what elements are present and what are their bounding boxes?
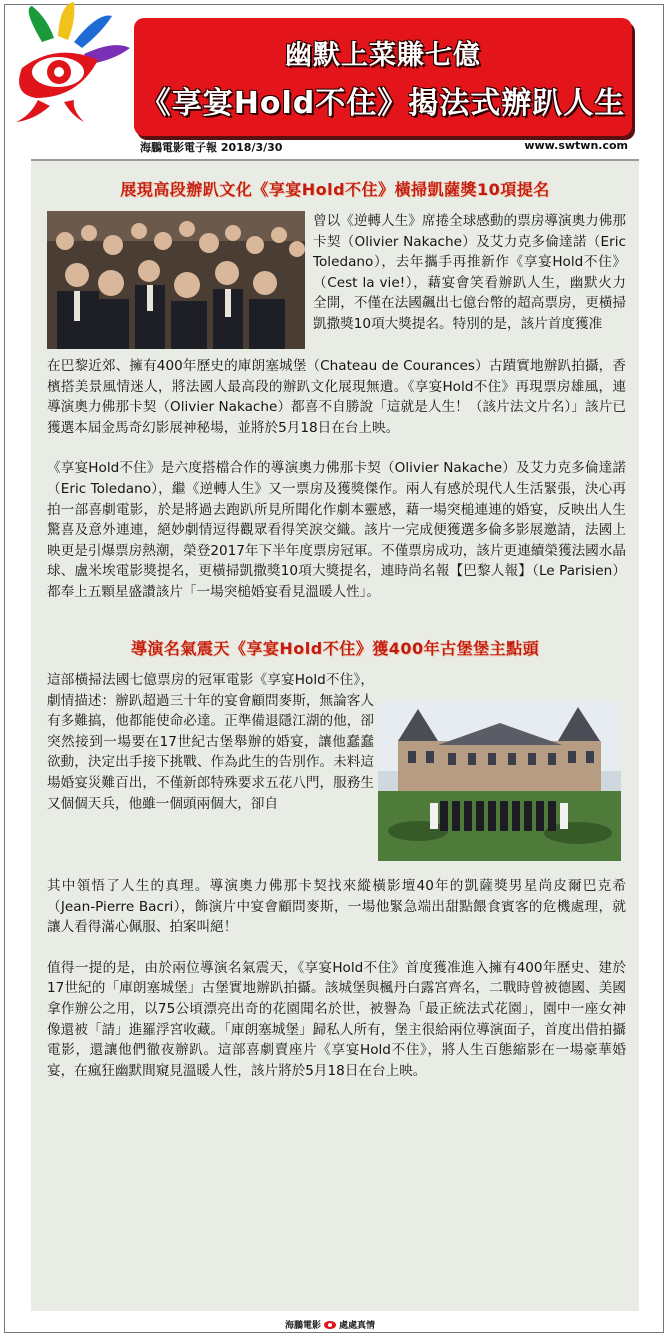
- section2-full-text: [47, 876, 626, 1081]
- chateau-photo: [378, 701, 621, 861]
- footer: [285, 1318, 375, 1331]
- section1-wrap-text: [313, 211, 626, 335]
- section1-paragraph-1: 在巴黎近郊、擁有400年歷史的庫朗塞城堡（Chateau de Courances）古蹟實地辦趴拍攝，香檳搭美景風情迷人，將法國人最高段的辦趴文化展現無遺。《享宴Hold不住》再現票房雄風，連導演奧力佛那卡契（Olivier Nakache）都喜不自勝說「這就是人生！（該片法文片名）」該片已獲選本屆金馬奇幻影展神秘場，並將於5月18日在台上映。: [47, 358, 626, 436]
- meta-row: [140, 139, 628, 155]
- section1-heading: 展現高段辦趴文化《享宴Hold不住》橫掃凱薩獎10項提名: [120, 180, 550, 199]
- swtwn-logo-icon: [2, 2, 132, 127]
- section1-paragraph-intro: 曾以《逆轉人生》席捲全球感動的票房導演奧力佛那卡契（Olivier Nakache）及艾力克多倫達諾（Eric Toledano），去年攜手再推新作《享宴Hold不住》（Cest la vie!），藉宴會笑看辦趴人生，幽默火力全開，不僅在法國飆出七億台幣的超高票房，更橫掃凱撒獎10項大獎提名。特別的是，該片首度獲准: [313, 213, 626, 332]
- page-title-line-1: 幽默上菜賺七億: [285, 39, 481, 71]
- section2-paragraph-intro: 這部橫掃法國七億票房的冠軍電影《享宴Hold不住》，劇情描述：辦趴超過三十年的宴會顧問麥斯，無論客人有多難搞，他都能使命必達。正準備退隱江湖的他，卻突然接到一場要在17世紀古堡舉辦的婚宴，讓他蠢蠢欲動，決定出手接下挑戰、作為此生的告別作。未料這場婚宴災難百出，不僅新郎特殊要求五花八門，服務生又個個天兵，他雖一個頭兩個大，卻自: [47, 672, 374, 812]
- title-banner: [134, 18, 632, 136]
- crowd-photo: [47, 211, 305, 349]
- page-title-line-2: 《享宴Hold不住》揭法式辦趴人生: [140, 85, 626, 121]
- footer-left: 海鵬電影: [285, 1321, 322, 1331]
- section1-full-text: [47, 356, 626, 603]
- article-body: [31, 159, 639, 1311]
- footer-right: 處處真情: [339, 1321, 376, 1331]
- section2-paragraph-2: 值得一提的是，由於兩位導演名氣震天，《享宴Hold不住》首度獲准進入擁有400年歷史、建於17世紀的「庫朗塞城堡」古堡實地辦趴拍攝。該城堡與楓丹白露宮齊名，二戰時曾被德國、美國拿作辦公之用，以75公頃漂亮出奇的花園聞名於世，被譽為「最正統法式花園」，園中一座女神像還被「請」進羅浮宮收藏。「庫朗塞城堡」歸私人所有，堡主很給兩位導演面子，首度出借拍攝電影，還讓他們徹夜辦趴。這部喜劇賣座片《享宴Hold不住》，將人生百態縮影在一場豪華婚宴，在瘋狂幽默間窺見溫暖人性，該片將於5月18日在台上映。: [47, 959, 626, 1079]
- publisher-date: 海鵬電影電子報 2018/3/30: [140, 141, 283, 154]
- section2-paragraph-1: 其中領悟了人生的真理。導演奧力佛那卡契找來縱橫影壇40年的凱薩獎男星尚皮爾巴克希（Jean-Pierre Bacri），飾演片中宴會顧問麥斯，一場他緊急端出甜點餵食賓客的危機處理，就讓人看得滿心佩服、拍案叫絕！: [47, 878, 626, 936]
- section1-paragraph-2: 《享宴Hold不住》是六度搭檔合作的導演奧力佛那卡契（Olivier Nakache）及艾力克多倫達諾（Eric Toledano），繼《逆轉人生》又一票房及獲獎傑作。兩人有感於現代人生活緊張，決心再拍一部喜劇電影，於是將過去跑趴所見所聞化作劇本靈感，藉一場突槌連連的婚宴，反映出人生驚喜及意外連連，絕妙劇情逗得觀眾看得笑淚交織。該片一完成便獲選多倫多影展邀請，法國上映更是引爆票房熱潮，榮登2017年下半年度票房冠軍。不僅票房成功，該片更連續榮獲法國水晶球、盧米埃電影獎提名，更橫掃凱撒獎10項大獎提名，連時尚名報【巴黎人報】（Le Parisien）都奉上五顆星盛讚該片「一場突槌婚宴看見溫暖人性」。: [47, 460, 626, 600]
- section2-heading: 導演名氣震天《享宴Hold不住》獲400年古堡堡主點頭: [130, 639, 540, 658]
- site-link[interactable]: www.swtwn.com: [524, 139, 628, 152]
- footer-logo-icon: [323, 1318, 337, 1331]
- section2-wrap-text: [47, 670, 374, 814]
